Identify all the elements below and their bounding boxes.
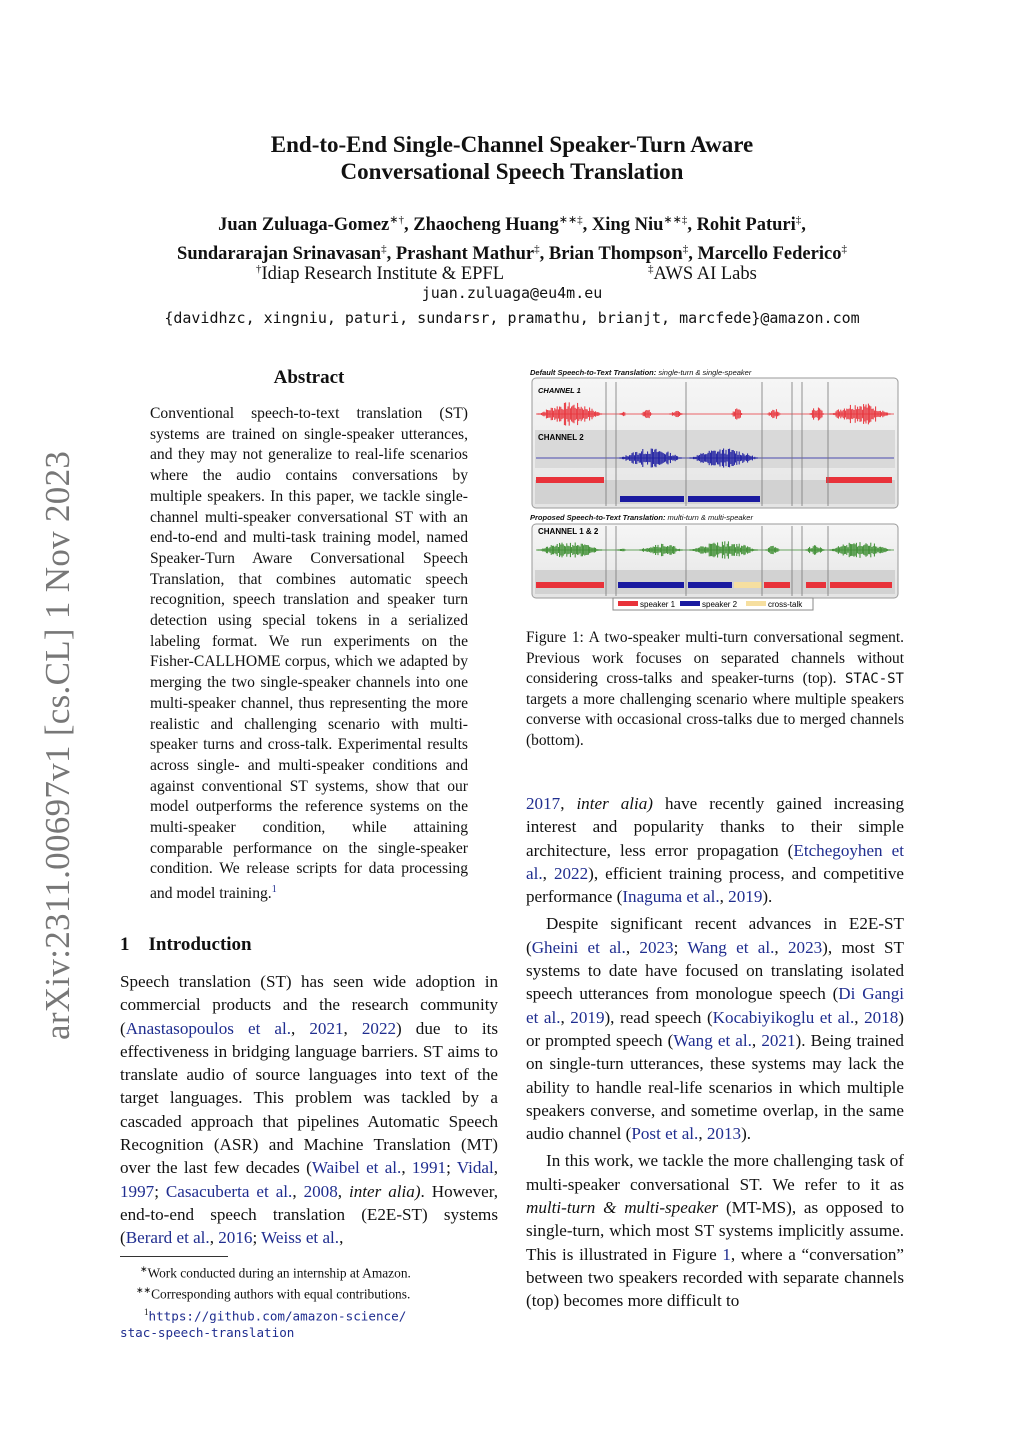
legend-label-crosstalk: cross-talk [768, 600, 803, 609]
figure-bottom-label: Proposed Speech-to-Text Translation: multi-turn & multi-speaker [530, 513, 753, 522]
footnotes [120, 1261, 498, 1342]
abstract-text: Conventional speech-to-text translation (ST) systems are trained on single-speaker utterances, and they may not generalize to real-life scenarios where the audio contains conversations by multiple speakers. In this paper, we tackle single-channel multi-speaker conversational ST with an end-to-end and multi-task training model, named Speaker-Turn Aware Conversational Speech Translation, that combines automatic speech recognition, speech translation and speaker turn detection using special tokens in a serialized labeling format. We run experiments on the Fisher-CALLHOME corpus, which we adapted by merging the two single-speaker channels into one multi-speaker channel, thus representing the more realistic and challenging scenario with multi-speaker turns and cross-talk. Experimental results across single- and multi-speaker conditions and against conventional ST systems, show that our model outperforms the reference systems on the multi-speaker condition, while attaining comparable performance on the single-speaker condition. We release scripts for data processing and model training. [150, 405, 468, 903]
email-line-1[interactable]: juan.zuluaga@eu4m.eu [421, 284, 603, 302]
citation-link[interactable]: 2022 [361, 1018, 397, 1038]
citation-link[interactable]: Casacuberta et al. [165, 1181, 293, 1201]
citation-link[interactable]: Berard et al. [125, 1228, 210, 1248]
affiliation-text: AWS AI Labs [653, 264, 757, 285]
citation-link[interactable]: 2017 [526, 794, 561, 813]
author-mark: ‡ [795, 214, 802, 226]
intro-paragraph-1-cont: 2017, inter alia) have recently gained increasing interest and popularity thanks to their simple architecture, less error propagation (Etchegoyhen et al., 2022), efficient training process, and competitive performance (Inaguma et al., 2019). [526, 794, 905, 907]
figure-1-waveforms [530, 376, 902, 612]
intro-left-column [120, 970, 498, 1250]
channel-1-label: CHANNEL 1 [538, 386, 581, 395]
legend-label-speaker1: speaker 1 [640, 600, 676, 609]
citation-link[interactable]: 2023 [787, 937, 823, 957]
section-title: Introduction [148, 934, 252, 955]
author-list [0, 208, 1024, 266]
footnote-3: $^1$https://github.com/amazon-science/ [144, 1307, 407, 1324]
author-name: Zhaocheng Huang [413, 215, 559, 236]
figure-top-label: Default Speech-to-Text Translation: single-turn & single-speaker [530, 368, 752, 377]
author-name: Xing Niu [591, 215, 664, 236]
affiliation-mark: † [256, 263, 262, 275]
citation-link[interactable]: 2016 [218, 1228, 253, 1248]
bottom-turn-bars [536, 582, 892, 588]
github-link[interactable]: https://github.com/amazon-science/ [148, 1308, 407, 1324]
paper-title [0, 131, 1024, 185]
author-mark: ∗∗‡ [663, 214, 688, 226]
author-name: Brian Thompson [548, 244, 683, 265]
turn-bar [618, 582, 684, 588]
affiliation-right [648, 258, 757, 285]
citation-link[interactable]: Etchegoyhen et al. [526, 840, 905, 883]
citation-link[interactable]: Wang et al. [687, 937, 775, 957]
author-mark: ‡ [534, 243, 540, 256]
citation-link[interactable]: 2019 [728, 887, 763, 907]
intro-paragraph-1: Speech translation (ST) has seen wide adoption in commercial products and the research community (Anastasopoulos et al., 2021, 2022) due to its effectiveness in bridging language barriers. ST aims to translate audio of source languages into text of the target languages. This problem was tackled by a cascaded approach that pipelines Automatic Speech Recognition (ASR) and Machine Translation (MT) over the last few decades (Waibel et al., 1991; Vidal, 1997; Casacuberta et al., 2008, inter alia). However, end-to-end speech translation (E2E-ST) systems (Berard et al., 2016; Weiss et al., [120, 972, 499, 1248]
footnote-rule [120, 1256, 228, 1257]
abstract-body [150, 404, 468, 905]
footnote-3-cont [120, 1325, 498, 1342]
citation-link[interactable]: 2021 [761, 1030, 796, 1050]
author-name: Marcello Federico [697, 244, 842, 265]
turn-bar [688, 582, 732, 588]
turn-bar [830, 582, 892, 588]
citation-link[interactable]: 2022 [553, 863, 589, 883]
section-heading-introduction [120, 934, 252, 956]
intro-paragraph-2: Despite significant recent advances in E2E-ST (Gheini et al., 2023; Wang et al., 2023), most ST systems to date have focused on translating isolated speech utterances from monologue speech (Di Gangi et al., 2019), read speech (Kocabiyikoglu et al., 2018) or prompted speech (Wang et al., 2021). Being trained on single-turn utterances, these systems may lack the ability to handle real-life scenarios in which multiple speakers converse, and sometime overlap, in the same audio channel (Post et al., 2013). [526, 914, 904, 1144]
footnote-link-1[interactable]: 1 [271, 884, 277, 896]
citation-link[interactable]: 2018 [864, 1007, 899, 1027]
author-mark: ‡ [381, 243, 387, 256]
footnote-1: ∗Work conducted during an internship at Amazon. [140, 1264, 411, 1281]
author-name: Rohit Paturi [696, 215, 796, 236]
author-name: Juan Zuluaga-Gomez [218, 215, 390, 236]
affiliation-text: Idiap Research Institute & EPFL [261, 264, 505, 285]
email-line-2[interactable]: {davidhzc, xingniu, paturi, sundarsr, pramathu, brianjt, marcfede}@amazon.com [164, 309, 860, 327]
citation-link[interactable]: 2008 [303, 1181, 338, 1201]
title-line-2: Conversational Speech Translation [340, 159, 684, 184]
figure-legend [613, 598, 813, 610]
legend-swatch-speaker1 [618, 601, 638, 606]
citation-link[interactable]: 1991 [411, 1158, 447, 1178]
author-line-1: Juan Zuluaga-Gomez∗†, Zhaocheng Huang∗∗‡, Xing Niu∗∗‡, Rohit Paturi‡, [218, 214, 806, 236]
legend-swatch-speaker2 [680, 601, 700, 606]
turn-bar [826, 477, 892, 483]
citation-link[interactable]: 2023 [639, 937, 674, 957]
abstract-heading: Abstract [273, 367, 345, 388]
title-line-1: End-to-End Single-Channel Speaker-Turn Aware [270, 132, 754, 157]
figure-1-caption: Figure 1: A two-speaker multi-turn conversational segment. Previous work focuses on separated channels without considering cross-talks and speaker-turns (top). STAC-ST targets a more challenging scenario where multiple speakers converse with occasional cross-talks due to merged channels (bottom). [526, 629, 904, 749]
citation-link[interactable]: 2013 [706, 1124, 742, 1144]
citation-link[interactable]: Wang et al. [673, 1030, 752, 1050]
turn-bar [620, 496, 684, 502]
citation-link[interactable]: 2021 [309, 1018, 344, 1038]
affiliation-left [256, 258, 504, 285]
section-number: 1 [120, 934, 130, 955]
author-mark: ‡ [682, 243, 689, 256]
turn-bar [764, 582, 790, 588]
author-mark: ∗∗‡ [558, 214, 583, 226]
author-name: Prashant Mathur [395, 244, 535, 265]
intro-right-column [526, 792, 904, 1313]
citation-link[interactable]: Waibel et al. [311, 1158, 402, 1178]
affiliation-mark: ‡ [648, 263, 654, 275]
citation-link[interactable]: 1997 [120, 1181, 155, 1201]
turn-bar [806, 582, 826, 588]
author-mark: ‡ [841, 243, 847, 256]
citation-link[interactable]: Post et al. [631, 1124, 699, 1144]
citation-link[interactable]: 2019 [570, 1007, 605, 1027]
legend-label-speaker2: speaker 2 [702, 600, 738, 609]
citation-link[interactable]: Gheini et al. [531, 937, 626, 957]
turn-bar [536, 582, 604, 588]
intro-paragraph-3: In this work, we tackle the more challenging task of multi-speaker conversational ST. We refer to it as multi-turn & multi-speaker (MT-MS), as opposed to single-turn, which most ST systems implicitly assume. This is illustrated in Figure 1, where a “conversation” between two speakers recorded with separate channels (top) becomes more difficult to [526, 1151, 904, 1311]
author-mark: ∗† [389, 214, 404, 226]
citation-link[interactable]: Anastasopoulos et al. [125, 1018, 292, 1038]
figure-ref-link[interactable]: 1 [722, 1244, 731, 1264]
citation-link[interactable]: Di Gangi et al. [526, 984, 904, 1027]
citation-link[interactable]: Weiss et al. [261, 1228, 340, 1248]
turn-bar [734, 582, 762, 588]
author-line-2: Sundararajan Srinavasan‡, Prashant Mathur‡, Brian Thompson‡, Marcello Federico‡ [177, 243, 847, 265]
arxiv-identifier: arXiv:2311.00697v1 [cs.CL] 1 Nov 2023 [38, 450, 77, 1040]
turn-bar [536, 477, 604, 483]
citation-link[interactable]: Kocabiyikoglu et al. [712, 1007, 855, 1027]
author-name: Sundararajan Srinavasan [177, 244, 382, 265]
channel-2-label: CHANNEL 2 [538, 433, 584, 442]
channel-12-label: CHANNEL 1 & 2 [538, 527, 599, 536]
footnote-2: ∗∗Corresponding authors with equal contributions. [136, 1285, 411, 1302]
citation-link[interactable]: Inaguma et al. [622, 887, 720, 907]
legend-swatch-crosstalk [746, 601, 766, 606]
github-link-cont[interactable]: stac-speech-translation [120, 1325, 295, 1341]
turn-bar [688, 496, 760, 502]
citation-link[interactable]: Vidal [456, 1158, 494, 1178]
